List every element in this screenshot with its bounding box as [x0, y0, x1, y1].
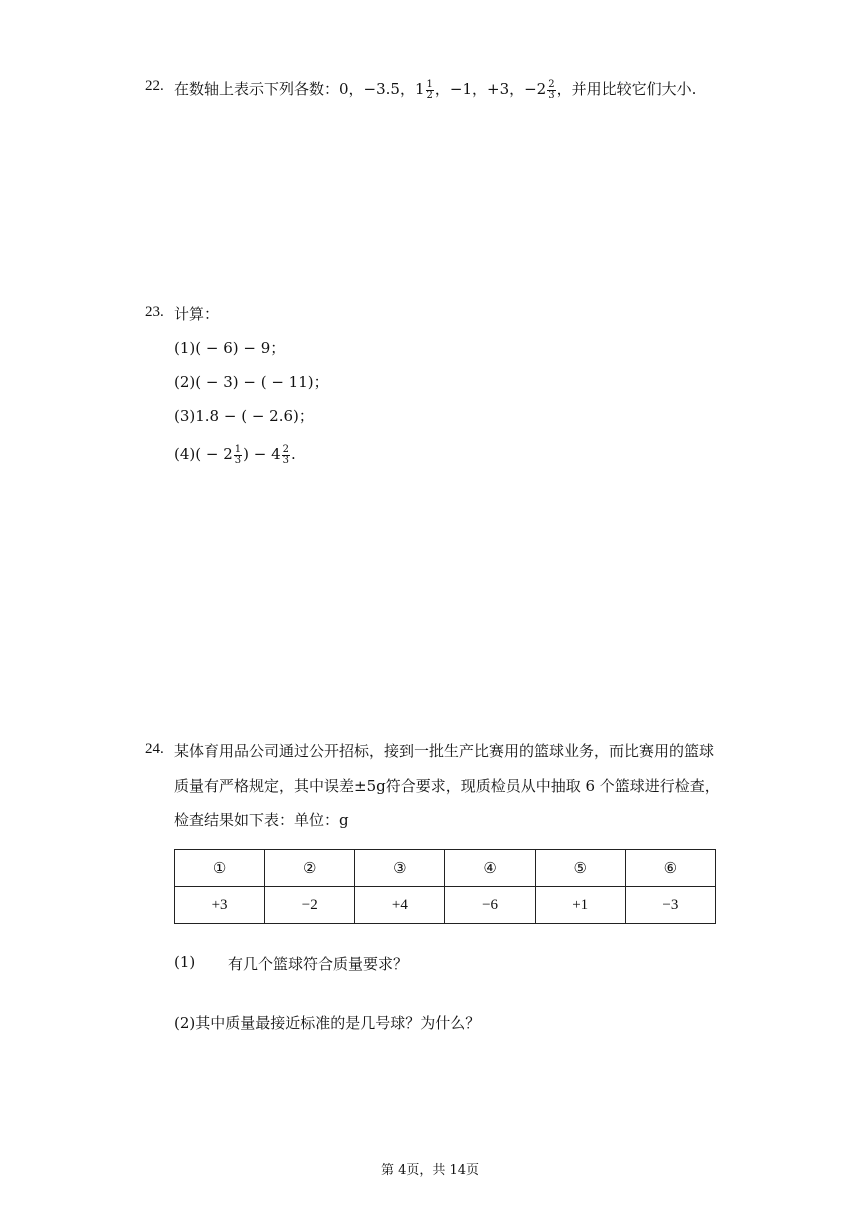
- q23-item-4-prefix: (4)( − 2: [174, 445, 233, 463]
- q22-text-after: ，并用比较它们大小.: [556, 80, 697, 98]
- q23-item-4-fraction-1-num: 1: [234, 443, 242, 455]
- table-value-cell: +1: [535, 887, 625, 924]
- table-value-cell: −6: [445, 887, 535, 924]
- page-footer: 第 4页，共 14页: [380, 1163, 480, 1178]
- q23-item-4-fraction-2: [282, 445, 290, 466]
- table-header-cell: ⑥: [625, 850, 715, 887]
- q22-fraction-2-den: 3: [548, 89, 555, 101]
- q23-item-4-fraction-1-den: 3: [234, 454, 242, 466]
- table-value-cell: +4: [355, 887, 445, 924]
- q24-line-3: 检查结果如下表：单位：g: [174, 811, 349, 829]
- q24-line-2: 质量有严格规定，其中误差±5g符合要求，现质检员从中抽取 6 个篮球进行检查，: [174, 777, 720, 795]
- table-value-cell: −2: [265, 887, 355, 924]
- q22-number: 22.: [145, 78, 164, 94]
- q23-item-4: [174, 442, 296, 466]
- q23-item-1: (1)( − 6) − 9；: [174, 339, 286, 357]
- q23-item-4-mid: ) − 4: [243, 445, 281, 463]
- q24-line-1: 某体育用品公司通过公开招标，接到一批生产比赛用的篮球业务，而比赛用的篮球: [174, 742, 715, 760]
- table-header-cell: ①: [175, 850, 265, 887]
- q24-number: 24.: [145, 741, 164, 757]
- table-header-cell: ②: [265, 850, 355, 887]
- table-row: [175, 887, 716, 924]
- q22-fraction-1-den: 2: [426, 89, 433, 101]
- q22-fraction-2: [547, 80, 555, 101]
- q24-sub-1-label: (1): [174, 953, 196, 971]
- table-header-cell: ⑤: [535, 850, 625, 887]
- q24-sub-2: (2)其中质量最接近标准的是几号球？为什么？: [174, 1014, 481, 1032]
- table-value-cell: +3: [175, 887, 265, 924]
- q23-number: 23.: [145, 304, 164, 320]
- table-header-row: [175, 850, 716, 887]
- q23-item-4-fraction-2-den: 3: [282, 454, 289, 466]
- q24-sub-1-text: 有几个篮球符合质量要求？: [228, 955, 409, 973]
- q22-fraction-1-num: 1: [426, 78, 433, 90]
- q22-fraction-1: [426, 80, 434, 101]
- q23-item-2: (2)( − 3) − ( − 11)；: [174, 373, 329, 391]
- table-header-cell: ③: [355, 850, 445, 887]
- q22-text-before: 在数轴上表示下列各数：0，−3.5，: [174, 80, 415, 98]
- q23-item-4-fraction-1: [234, 445, 242, 466]
- q24-result-table: [174, 849, 716, 924]
- table-value-cell: −3: [625, 887, 715, 924]
- q23-item-3: (3)1.8 − ( − 2.6)；: [174, 407, 314, 425]
- q22-mixed1-whole: 1: [414, 80, 425, 98]
- q22-text-mid: ，−1，+3，−2: [434, 80, 547, 98]
- table-header-cell: ④: [445, 850, 535, 887]
- q23-item-4-end: .: [291, 445, 296, 463]
- q22-fraction-2-num: 2: [548, 78, 555, 90]
- q22-text: [174, 77, 696, 101]
- q23-item-4-fraction-2-num: 2: [282, 443, 289, 455]
- q23-title: 计算：: [174, 305, 220, 323]
